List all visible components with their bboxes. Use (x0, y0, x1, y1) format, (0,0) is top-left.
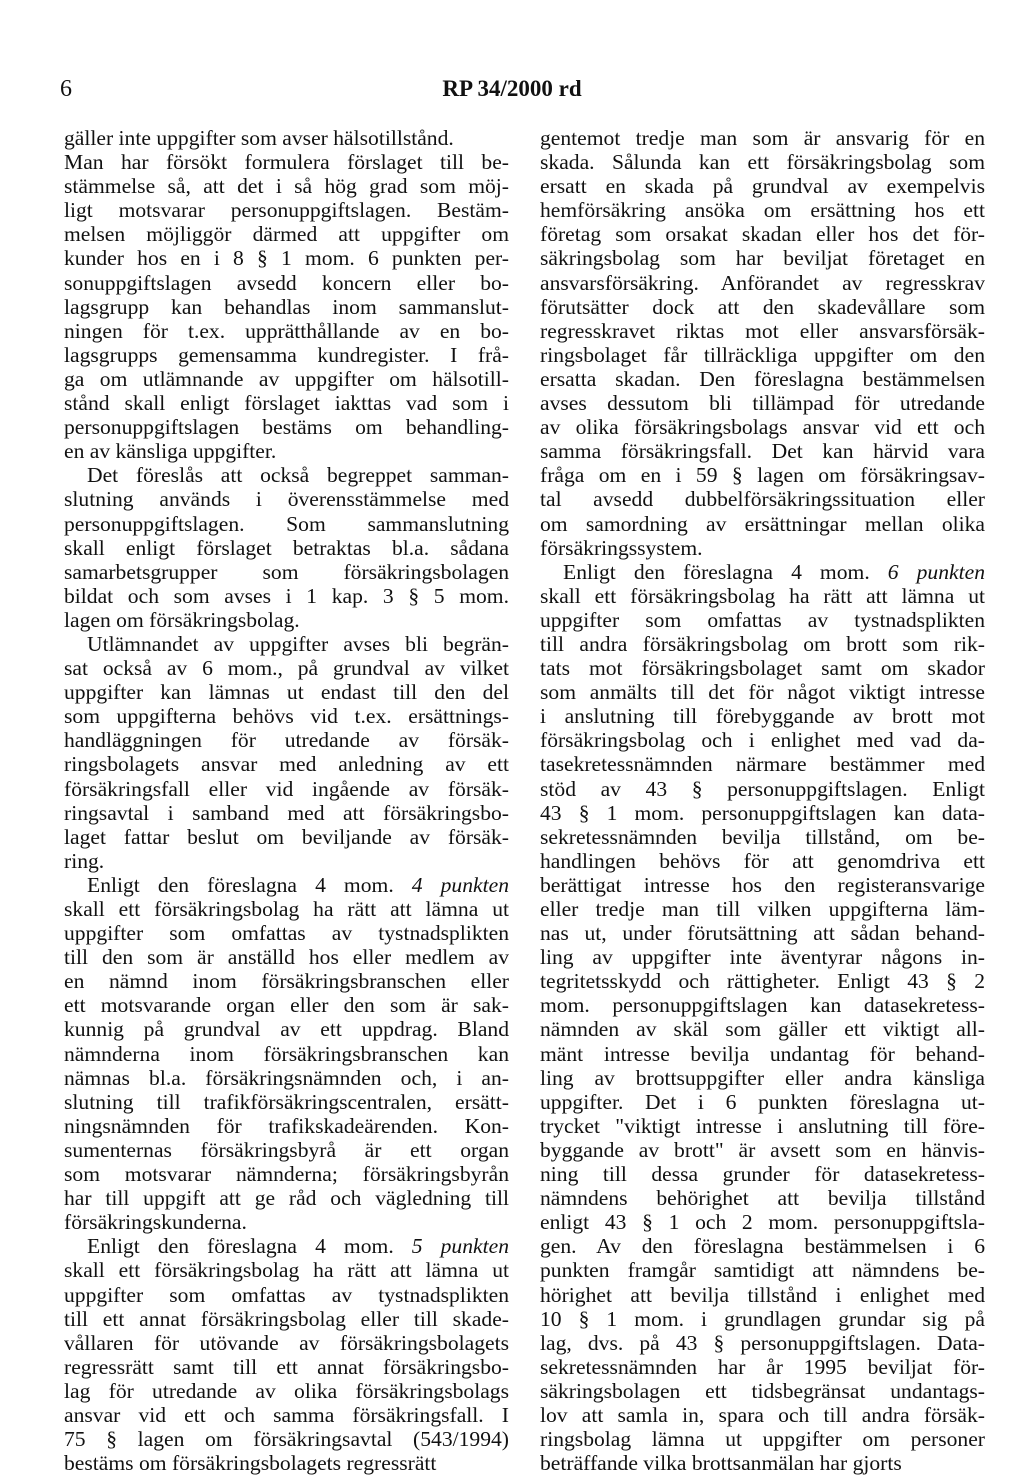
text-line: uppgifter kan lämnas ut endast till den del (64, 680, 509, 705)
text-line: trycket "viktigt intresse i anslutning till före- (540, 1113, 985, 1138)
text-line: som anmälts till det för något viktigt intresse (540, 680, 985, 705)
text-line: nämnas bl.a. försäkringsnämnden och, i an- (64, 1065, 509, 1090)
text-line: 10 § 1 mom. i grundlagen grundar sig på (540, 1306, 985, 1331)
text-line: säkringsbolag som har beviljat företaget en (540, 246, 985, 271)
text-line: Enligt den föreslagna 4 mom. 5 punkten (87, 1234, 509, 1259)
text-line: mänt intresse bevilja undantag för behand- (540, 1041, 985, 1066)
text-line: slutning används i överensstämmelse med (64, 487, 509, 512)
text-line: personuppgiftslagen bestäms om behandling- (64, 415, 509, 440)
text-line: en av känsliga uppgifter. (64, 439, 277, 464)
text-line: eller tredje man till vilken uppgifterna läm- (540, 897, 985, 921)
text-line: Enligt den föreslagna 4 mom. 4 punkten (87, 872, 509, 897)
text-line: ringsbolagets ansvar med anledning av ett (64, 752, 509, 777)
text-line: 43 § 1 mom. personuppgiftslagen kan data- (540, 800, 985, 825)
text-line: nämnderna inom försäkringsbranschen kan (64, 1041, 509, 1066)
text-line: uppgifter. Det i 6 punkten föreslagna ut- (540, 1089, 985, 1114)
text-line: ansvar vid ett och samma försäkringsfall. I (64, 1402, 509, 1427)
text-line: sonuppgiftslagen avsedd koncern eller bo- (64, 270, 509, 295)
text-line: tasekretessnämnden närmare bestämmer med (540, 752, 985, 777)
text-line: skada. Sålunda kan ett försäkringsbolag som (540, 150, 985, 175)
text-line: handläggningen för utredande av försäk- (64, 728, 509, 753)
text-line: gäller inte uppgifter som avser hälsotillstånd. (64, 126, 454, 150)
text-line: ling av uppgifter inte äventyrar någons in- (540, 945, 985, 970)
text-line: i anslutning till förebyggande av brott mot (540, 704, 985, 729)
text-line: företag som orsakat skadan eller hos det för- (540, 222, 985, 247)
text-line: försäkringsbolag och i enlighet med vad da- (540, 728, 985, 753)
text-line: punkten framgår samtidigt att nämndens be- (540, 1258, 985, 1283)
text-line: stånd skall enligt förslaget iakttas vad som i (64, 391, 509, 416)
text-line: slutning till trafikförsäkringscentralen, ersätt- (64, 1089, 509, 1114)
text-line: kunnig på grundval av ett uppdrag. Bland (64, 1017, 509, 1042)
text-line: regressrätt samt till ett annat försäkringsbo- (64, 1354, 509, 1379)
text-line: byggande av brott" är avsett som en hänvis- (540, 1137, 985, 1162)
text-line: uppgifter som omfattas av tystnadsplikten (540, 607, 985, 632)
text-line: skall ett försäkringsbolag ha rätt att lämna ut (64, 1258, 509, 1283)
text-line: handlingen behövs för att genomdriva ett (540, 848, 985, 873)
text-line: om samordning av ersättningar mellan olika (540, 511, 985, 536)
text-line: nämnden av skäl som gäller ett viktigt all- (540, 1017, 985, 1042)
text-line: som uppgifterna behövs vid t.ex. ersättnings- (64, 704, 509, 729)
text-line: avses dessutom bli tillämpad för utredande (540, 391, 985, 416)
text-line: till den som är anställd hos eller medlem av (64, 945, 509, 970)
text-line: lagsgrupps gemensamma kundregister. I frå- (64, 342, 509, 367)
text-line: försäkringssystem. (540, 535, 703, 560)
text-line: säkringsbolagen ett tidsbegränsat undantags- (540, 1378, 985, 1403)
text-line: tegritetsskydd och rättigheter. Enligt 43 § 2 (540, 969, 985, 994)
text-line: ansvarsförsäkring. Anförandet av regresskrav (540, 270, 985, 295)
text-line: melsen möjliggör därmed att uppgifter om (64, 222, 509, 247)
text-line: försäkringskunderna. (64, 1210, 247, 1235)
left-column (64, 126, 509, 1475)
text-line: hörighet att bevilja tillstånd i enlighet med (540, 1282, 985, 1307)
running-head: RP 34/2000 rd (442, 76, 582, 101)
text-line: Utlämnandet av uppgifter avses bli begrän- (87, 631, 509, 656)
text-line: ersatt en skada på grundval av exempelvis (540, 174, 985, 199)
text-line: tal avsedd dubbelförsäkringssituation eller (540, 487, 985, 512)
text-line: stöd av 43 § personuppgiftslagen. Enligt (540, 776, 985, 801)
text-line: kunder hos en i 8 § 1 mom. 6 punkten per- (64, 246, 509, 271)
text-line: stämmelse så, att det i så hög grad som möj- (64, 174, 509, 199)
text-line: skall ett försäkringsbolag ha rätt att lämna ut (540, 583, 985, 608)
text-line: till andra försäkringsbolag om brott som rik- (540, 631, 985, 656)
text-line: samarbetsgrupper som försäkringsbolagen (64, 559, 509, 584)
text-line: ningsnämnden för trafikskadeärenden. Kon- (64, 1113, 509, 1138)
text-line: bildat och som avses i 1 kap. 3 § 5 mom. (64, 583, 509, 608)
text-line: berättigat intresse hos den registeransvarige (540, 872, 985, 897)
text-line: mom. personuppgiftslagen kan datasekretess- (540, 993, 985, 1018)
text-line: bestäms om försäkringsbolagets regressrätt (64, 1451, 437, 1476)
text-line: ning till dessa grunder för datasekretess- (540, 1162, 985, 1187)
text-line: enligt 43 § 1 och 2 mom. personuppgiftsla- (540, 1210, 985, 1235)
right-column (540, 126, 985, 1475)
text-line: ningen för t.ex. upprätthållande av en bo- (64, 318, 509, 343)
text-line: gentemot tredje man som är ansvarig för en (540, 126, 985, 150)
text-line: ett motsvarande organ eller den som är sak- (64, 993, 509, 1018)
text-line: uppgifter som omfattas av tystnadsplikten (64, 921, 509, 946)
text-line: Det föreslås att också begreppet samman- (87, 463, 509, 488)
text-line: Man har försökt formulera förslaget till be- (64, 150, 509, 175)
text-line: lagsgrupp kan behandlas inom sammanslut- (64, 294, 509, 319)
text-line: till ett annat försäkringsbolag eller till skade- (64, 1306, 509, 1331)
page-number: 6 (60, 76, 72, 102)
text-line: Enligt den föreslagna 4 mom. 6 punkten (563, 559, 985, 584)
text-line: personuppgiftslagen. Som sammanslutning (64, 511, 509, 536)
text-line: ligt motsvarar personuppgiftslagen. Bestäm- (64, 198, 509, 223)
text-line: sat också av 6 mom., på grundval av vilket (64, 656, 509, 681)
text-line: ring. (64, 848, 105, 873)
text-line: lagen om försäkringsbolag. (64, 607, 300, 632)
text-line: sekretessnämnden har år 1995 beviljat för- (540, 1354, 985, 1379)
text-line: beträffande vilka brottsanmälan har gjorts (540, 1451, 902, 1476)
text-line: försäkringsfall eller vid ingående av försäk- (64, 776, 509, 801)
text-line: lov att samla in, spara och till andra försäk- (540, 1402, 985, 1427)
text-line: lag, dvs. på 43 § personuppgiftslagen. Data- (540, 1330, 985, 1355)
text-line: som motsvarar nämnderna; försäkringsbyrån (64, 1162, 509, 1187)
text-line: regresskravet riktas mot eller ansvarsförsäk- (540, 318, 985, 343)
text-line: sumenternas försäkringsbyrå är ett organ (64, 1137, 509, 1162)
text-line: har till uppgift att ge råd och vägledning till (64, 1186, 509, 1211)
text-line: gen. Av den föreslagna bestämmelsen i 6 (540, 1234, 985, 1259)
text-line: ersatta skadan. Den föreslagna bestämmelsen (540, 366, 985, 391)
text-line: skall ett försäkringsbolag ha rätt att lämna ut (64, 897, 509, 921)
text-line: ling av brottsuppgifter eller andra känsliga (540, 1065, 985, 1090)
text-line: nas ut, under förutsättning att sådan behand- (540, 921, 985, 946)
text-line: samma försäkringsfall. Det kan härvid vara (540, 439, 985, 464)
text-line: ga om utlämnande av uppgifter om hälsotill- (64, 366, 509, 391)
text-line: lag för utredande av olika försäkringsbolags (64, 1378, 509, 1403)
text-line: tats mot försäkringsbolaget samt om skador (540, 656, 985, 681)
text-line: ringsbolag lämna ut uppgifter om personer (540, 1427, 985, 1452)
text-line: uppgifter som omfattas av tystnadsplikten (64, 1282, 509, 1307)
text-line: hemförsäkring ansöka om ersättning hos ett (540, 198, 985, 223)
text-line: ringsavtal i samband med att försäkringsbo- (64, 800, 509, 825)
text-line: nämndens behörighet att bevilja tillstånd (540, 1186, 985, 1211)
text-line: laget fattar beslut om beviljande av försäk- (64, 824, 509, 849)
text-line: vållaren för utövande av försäkringsbolagets (64, 1330, 509, 1355)
text-line: ringsbolaget får tillräckliga uppgifter om den (540, 342, 985, 367)
text-line: fråga om en i 59 § lagen om försäkringsav- (540, 463, 985, 488)
text-line: skall enligt förslaget betraktas bl.a. sådana (64, 535, 509, 560)
text-line: förutsätter dock att den skadevållare som (540, 294, 985, 319)
text-line: 75 § lagen om försäkringsavtal (543/1994) (64, 1427, 509, 1452)
text-line: sekretessnämnden bevilja tillstånd, om be- (540, 824, 985, 849)
text-line: en nämnd inom försäkringsbranschen eller (64, 969, 509, 994)
text-line: av olika försäkringsbolags ansvar vid ett och (540, 415, 985, 440)
